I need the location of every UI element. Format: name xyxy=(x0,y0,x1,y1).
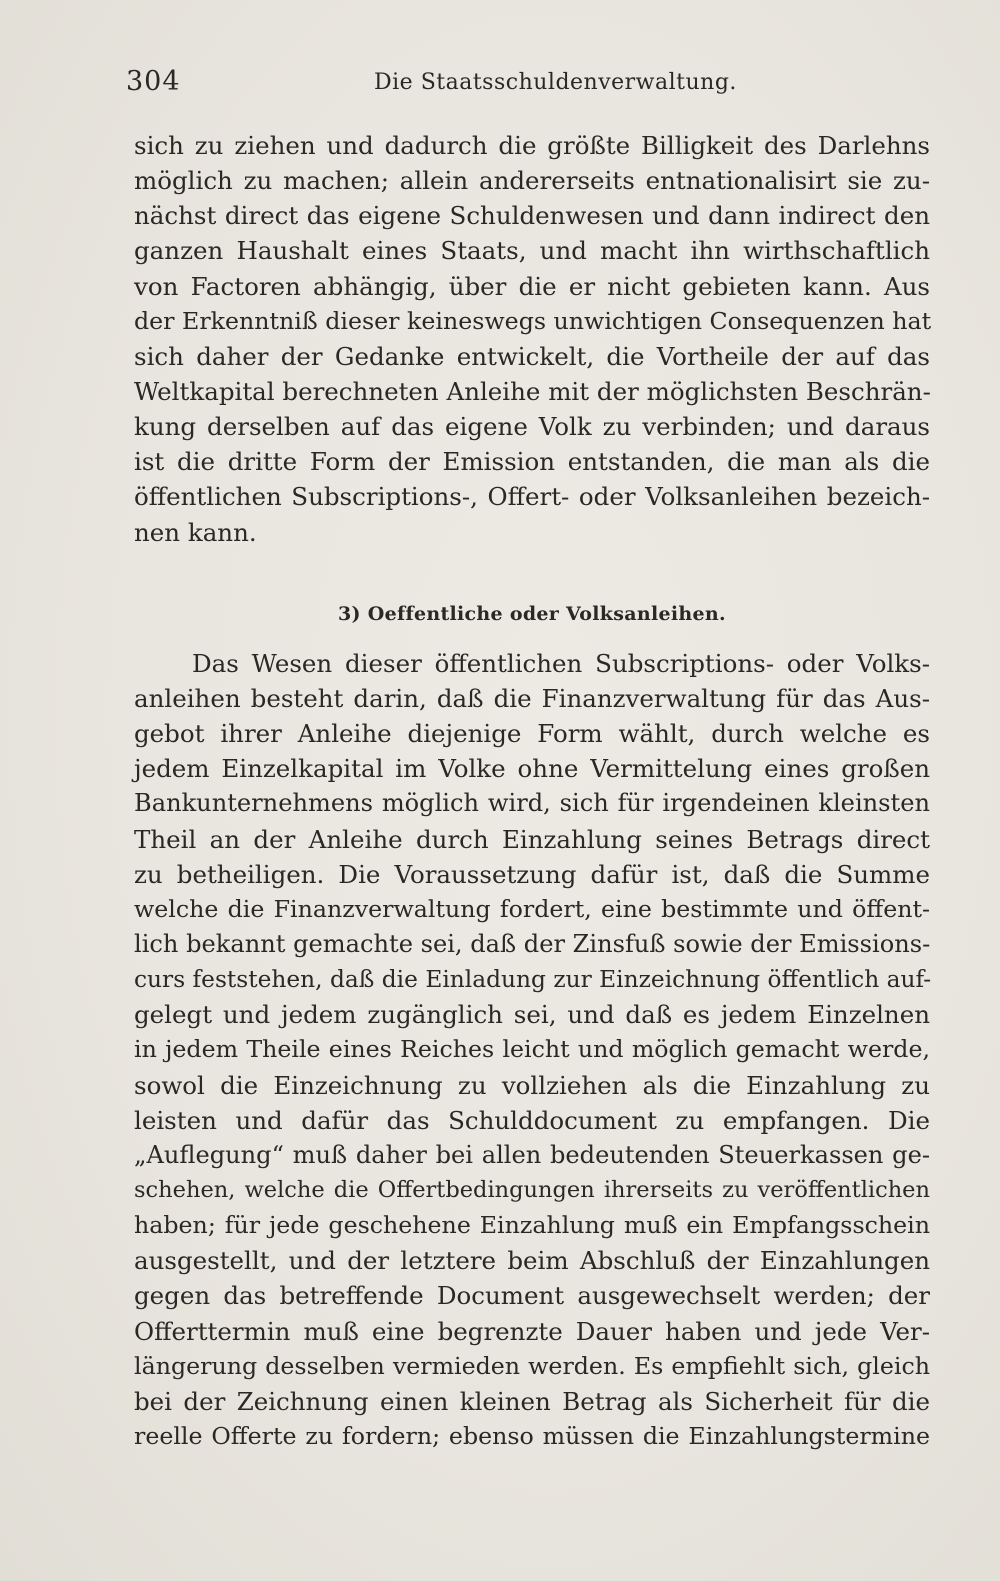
body-text xyxy=(134,128,930,1454)
text-line: längerung desselben vermieden werden. Es empfiehlt sich, gleich xyxy=(134,1351,930,1380)
running-title: Die Staatsschuldenverwaltung. xyxy=(374,70,737,95)
text-line: lich bekannt gemachte sei, daß der Zinsfuß sowie der Emissions- xyxy=(134,929,931,958)
text-line: sich daher der Gedanke entwickelt, die Vortheile der auf das xyxy=(134,341,930,371)
text-line: zu betheiligen. Die Voraussetzung dafür ist, daß die Summe xyxy=(134,859,930,889)
text-line: welche die Finanzverwaltung fordert, eine bestimmte und öffent- xyxy=(134,894,930,923)
text-line: Offerttermin muß eine begrenzte Dauer haben und jede Ver- xyxy=(134,1316,930,1346)
text-line: curs feststehen, daß die Einladung zur Einzeichnung öffentlich auf- xyxy=(134,966,932,994)
page-header xyxy=(126,66,926,108)
text-line: nen kann. xyxy=(134,517,257,547)
text-line: leisten und dafür das Schulddocument zu empfangen. Die xyxy=(134,1105,930,1135)
text-line: gebot ihrer Anleihe diejenige Form wählt, durch welche es xyxy=(134,719,930,749)
text-line: schehen, welche die Offertbedingungen ihrerseits zu veröffentlichen xyxy=(134,1176,930,1203)
text-line: in jedem Theile eines Reiches leicht und möglich gemacht werde, xyxy=(134,1035,930,1064)
text-line: der Erkenntniß dieser keineswegs unwichtigen Consequenzen hat xyxy=(134,306,932,335)
text-line: anleihen besteht darin, daß die Finanzverwaltung für das Aus- xyxy=(134,683,930,713)
text-line: Weltkapital berechneten Anleihe mit der möglichsten Beschrän- xyxy=(134,376,931,406)
text-line: Theil an der Anleihe durch Einzahlung seines Betrags direct xyxy=(134,824,930,854)
text-line: sich zu ziehen und dadurch die größte Billigkeit des Darlehns xyxy=(134,131,930,160)
text-line: haben; für jede geschehene Einzahlung muß ein Empfangsschein xyxy=(134,1211,930,1240)
page-number: 304 xyxy=(126,66,181,97)
text-line: öffentlichen Subscriptions-, Offert- oder Volksanleihen bezeich- xyxy=(134,482,930,512)
text-line: möglich zu machen; allein andererseits entnationalisirt sie zu- xyxy=(134,166,930,196)
paragraph-1 xyxy=(134,128,930,550)
text-line: von Factoren abhängig, über die er nicht gebieten kann. Aus xyxy=(134,271,930,301)
text-line: „Auflegung“ muß daher bei allen bedeutenden Steuerkassen ge- xyxy=(134,1140,930,1169)
text-line: gelegt und jedem zugänglich sei, und daß es jedem Einzelnen xyxy=(134,1000,930,1030)
text-line: sowol die Einzeichnung zu vollziehen als die Einzahlung zu xyxy=(134,1070,930,1100)
text-line: Das Wesen dieser öffentlichen Subscriptions- oder Volks- xyxy=(192,648,930,678)
text-line: nächst direct das eigene Schuldenwesen und dann indirect den xyxy=(134,201,930,231)
section-heading: 3) Oeffentliche oder Volksanleihen. xyxy=(338,602,726,625)
text-line: Bankunternehmens möglich wird, sich für irgendeinen kleinsten xyxy=(134,789,930,818)
paragraph-2 xyxy=(134,646,930,1454)
text-line: kung derselben auf das eigene Volk zu verbinden; und daraus xyxy=(134,412,930,442)
text-line: jedem Einzelkapital im Volke ohne Vermittelung eines großen xyxy=(134,754,930,784)
text-line: ganzen Haushalt eines Staats, und macht ihn wirthschaftlich xyxy=(134,236,930,266)
text-line: gegen das betreffende Document ausgewechselt werden; der xyxy=(134,1281,930,1311)
text-line: ausgestellt, und der letztere beim Abschluß der Einzahlungen xyxy=(134,1246,930,1276)
text-line: ist die dritte Form der Emission entstanden, die man als die xyxy=(134,447,930,477)
text-line: bei der Zeichnung einen kleinen Betrag als Sicherheit für die xyxy=(134,1386,930,1416)
text-line: reelle Offerte zu fordern; ebenso müssen die Einzahlungstermine xyxy=(134,1421,930,1450)
